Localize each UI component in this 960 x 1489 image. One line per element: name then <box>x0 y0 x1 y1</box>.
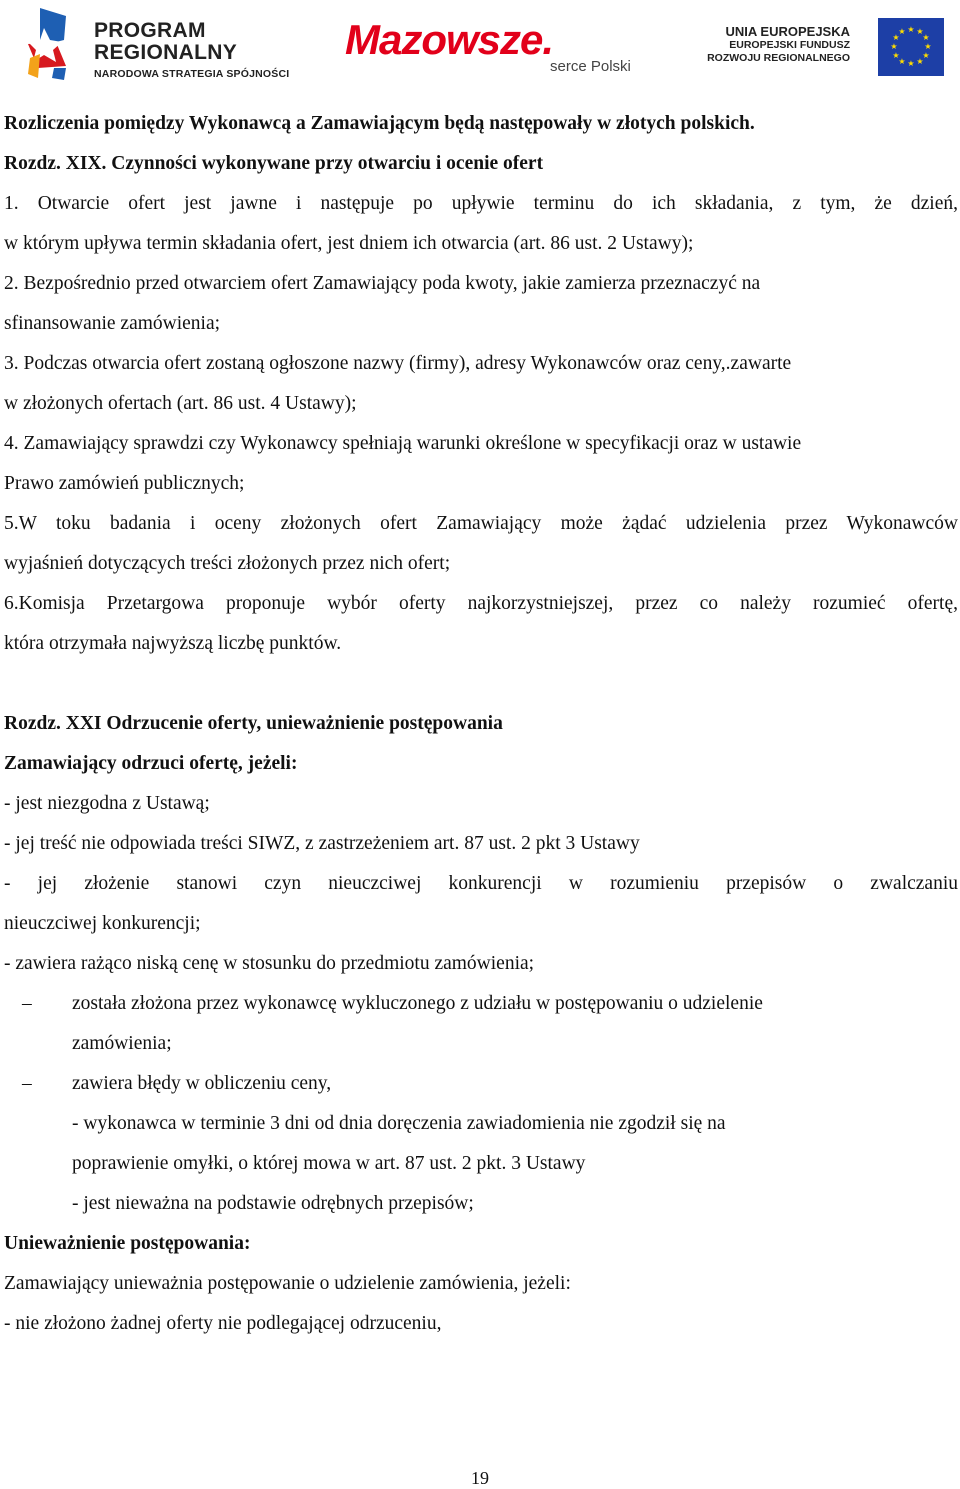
rejection-heading: Zamawiający odrzuci ofertę, jeżeli: <box>4 753 298 774</box>
paragraph-line: Zamawiający unieważnia postępowanie o udzielenie zamówienia, jeżeli: <box>4 1273 571 1294</box>
paragraph-line: sfinansowanie zamówienia; <box>4 313 221 334</box>
paragraph-line: Prawo zamówień publicznych; <box>4 473 245 494</box>
dash-marker: – <box>22 993 32 1014</box>
spacer <box>4 664 958 704</box>
svg-text:★: ★ <box>922 33 930 42</box>
paragraph-line: w którym upływa termin składania ofert, jest dniem ich otwarcia (art. 86 ust. 2 Ustawy); <box>4 233 694 254</box>
chapter-xix-heading <box>4 144 958 184</box>
svg-text:★: ★ <box>922 51 930 60</box>
page-number: 19 <box>471 1468 489 1488</box>
paragraph-line: wyjaśnień dotyczących treści złożonych przez nich ofert; <box>4 553 451 574</box>
program-subtitle: NARODOWA STRATEGIA SPÓJNOŚCI <box>94 68 290 80</box>
list-item: - jest niezgodna z Ustawą; <box>4 793 210 814</box>
mazowsze-wordmark: Mazowsze. <box>345 16 554 63</box>
eu-flag-icon <box>878 18 944 76</box>
eu-line1: UNIA EUROPEJSKA <box>725 24 850 39</box>
program-title-line1: PROGRAM <box>94 19 206 42</box>
page-header <box>0 0 960 92</box>
program-star-icon <box>26 6 70 82</box>
chapter-xxi-heading: Rozdz. XXI Odrzucenie oferty, unieważnienie postępowania <box>4 713 503 734</box>
paragraph-line: która otrzymała najwyższą liczbę punktów. <box>4 633 342 654</box>
list-item: - zawiera rażąco niską cenę w stosunku do przedmiotu zamówienia; <box>4 953 535 974</box>
list-item: nieuczciwej konkurencji; <box>4 913 201 934</box>
program-regionalny-logo <box>26 6 316 84</box>
dash-list-item-text: została złożona przez wykonawcę wykluczonego z udziału w postępowaniu o udzielenie <box>72 993 763 1014</box>
program-title <box>94 20 237 64</box>
paragraph-line: 1. Otwarcie ofert jest jawne i następuje po upływie terminu do ich składania, z tym, że dzień, <box>4 193 958 214</box>
svg-text:★: ★ <box>892 51 900 60</box>
dash-list-item-continuation: zamówienia; <box>72 1033 172 1054</box>
svg-text:★: ★ <box>898 57 906 66</box>
svg-text:★: ★ <box>898 27 906 36</box>
mazowsze-tagline: serce Polski <box>550 58 631 75</box>
document-body <box>4 104 958 1344</box>
indented-list-item: poprawienie omyłki, o której mowa w art. 87 ust. 2 pkt. 3 Ustawy <box>72 1153 586 1174</box>
dash-marker: – <box>22 1073 32 1094</box>
eu-line3: ROZWOJU REGIONALNEGO <box>707 52 850 64</box>
list-item: - jej złożenie stanowi czyn nieuczciwej konkurencji w rozumieniu przepisów o zwalczaniu <box>4 873 958 894</box>
svg-text:★: ★ <box>924 42 932 51</box>
eu-text <box>690 24 850 65</box>
indented-list-item: - jest nieważna na podstawie odrębnych przepisów; <box>72 1193 474 1214</box>
mazowsze-logo <box>345 16 645 86</box>
svg-text:★: ★ <box>907 59 915 68</box>
svg-text:★: ★ <box>890 42 898 51</box>
list-item: - nie złożono żadnej oferty nie podlegającej odrzuceniu, <box>4 1313 442 1334</box>
chapter-xix-heading-text: Rozdz. XIX. Czynności wykonywane przy otwarciu i ocenie ofert <box>4 153 544 174</box>
dash-list-item <box>4 1064 958 1104</box>
settlement-note: Rozliczenia pomiędzy Wykonawcą a Zamawiającym będą następowały w złotych polskich. <box>4 113 755 134</box>
svg-text:★: ★ <box>892 33 900 42</box>
list-item: - jej treść nie odpowiada treści SIWZ, z zastrzeżeniem art. 87 ust. 2 pkt 3 Ustawy <box>4 833 640 854</box>
paragraph-line: 6.Komisja Przetargowa proponuje wybór oferty najkorzystniejszej, przez co należy rozumieć ofertę, <box>4 593 958 614</box>
paragraph-line: 5.W toku badania i oceny złożonych ofert Zamawiający może żądać udzielenia przez Wykonawców <box>4 513 958 534</box>
dash-list-item <box>4 984 958 1024</box>
eu-line2: EUROPEJSKI FUNDUSZ <box>729 39 850 51</box>
paragraph-line: w złożonych ofertach (art. 86 ust. 4 Ustawy); <box>4 393 357 414</box>
paragraph-line: 4. Zamawiający sprawdzi czy Wykonawcy spełniają warunki określone w specyfikacji oraz w ustawie <box>4 433 802 454</box>
svg-text:★: ★ <box>916 57 924 66</box>
eu-logo <box>690 18 948 78</box>
paragraph-line: 3. Podczas otwarcia ofert zostaną ogłoszone nazwy (firmy), adresy Wykonawców oraz ceny,.zawarte <box>4 353 792 374</box>
svg-text:★: ★ <box>907 25 915 34</box>
eu-stars-icon <box>878 18 944 76</box>
paragraph-line: 2. Bezpośrednio przed otwarciem ofert Zamawiający poda kwoty, jakie zamierza przeznaczyć na <box>4 273 761 294</box>
program-title-line2: REGIONALNY <box>94 41 238 64</box>
indented-list-item: - wykonawca w terminie 3 dni od dnia doręczenia zawiadomienia nie zgodził się na <box>72 1113 726 1134</box>
annulment-heading: Unieważnienie postępowania: <box>4 1233 251 1254</box>
svg-text:★: ★ <box>916 27 924 36</box>
dash-list-item-text: zawiera błędy w obliczeniu ceny, <box>72 1073 332 1094</box>
